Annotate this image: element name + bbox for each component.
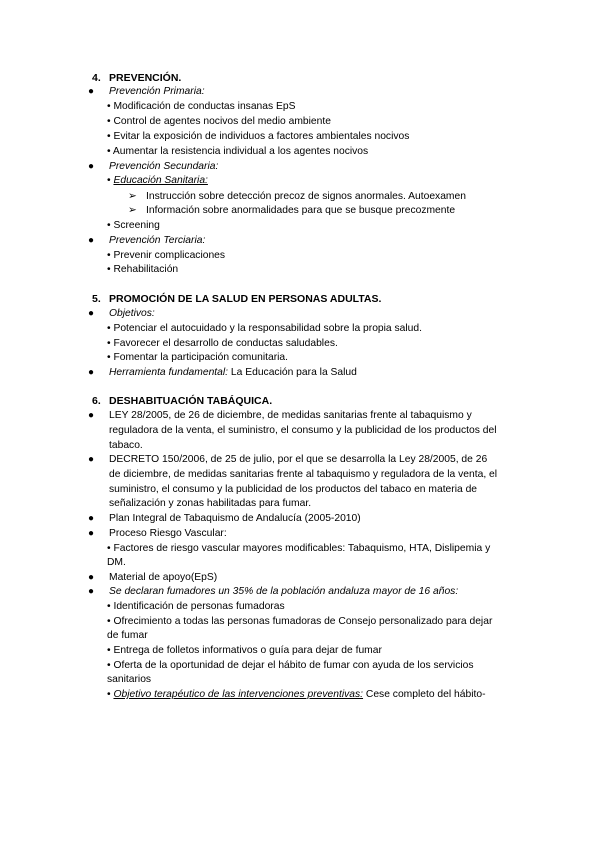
herramienta-item: Herramienta fundamental: La Educación para la Salud xyxy=(109,367,357,378)
section-5-heading: 5. PROMOCIÓN DE LA SALUD EN PERSONAS ADULTAS. xyxy=(92,293,382,305)
bullet-dot-icon: ● xyxy=(88,235,95,246)
list-item: • Rehabilitación xyxy=(107,264,179,275)
herramienta-label: Herramienta fundamental: xyxy=(109,367,229,378)
list-item: • Screening xyxy=(107,220,160,231)
section-4-heading: 4. PREVENCIÓN. xyxy=(92,72,182,84)
section-5-title: PROMOCIÓN DE LA SALUD EN PERSONAS ADULTAS. xyxy=(109,293,382,305)
bullet-dot-icon: ● xyxy=(88,367,95,378)
sub-list-item: ➢ Instrucción sobre detección precoz de signos anormales. Autoexamen xyxy=(128,191,466,202)
plan-integral-item: Plan Integral de Tabaquismo de Andalucía (2005-2010) xyxy=(109,513,361,524)
bullet-dot-icon: ● xyxy=(88,410,95,421)
list-item: • Modificación de conductas insanas EpS xyxy=(107,101,296,112)
section-4-title: PREVENCIÓN. xyxy=(109,72,182,84)
decreto-paragraph-line: de diciembre, de medidas sanitarias frente al tabaquismo y reguladora de la venta, el xyxy=(109,469,498,480)
list-item: de fumar xyxy=(107,630,148,641)
material-apoyo-item: Material de apoyo(EpS) xyxy=(109,572,218,583)
list-item: • Factores de riesgo vascular mayores modificables: Tabaquismo, HTA, Dislipemia y xyxy=(107,543,491,554)
decreto-paragraph-line: DECRETO 150/2006, de 25 de julio, por el que se desarrolla la Ley 28/2005, de 26 xyxy=(109,454,488,465)
educacion-sanitaria-label: Educación Sanitaria: xyxy=(113,175,208,186)
bullet-dot-icon: ● xyxy=(88,161,95,172)
decreto-paragraph-line: señalización y zonas habilitadas para fumar. xyxy=(109,498,312,509)
decreto-paragraph-line: suministro, el consumo y la publicidad de los productos del tabaco en materia de xyxy=(109,484,478,495)
ley-paragraph-line: tabaco. xyxy=(109,440,143,451)
prevencion-secundaria-label: Prevención Secundaria: xyxy=(109,161,219,172)
list-item: • Favorecer el desarrollo de conductas saludables. xyxy=(107,338,338,349)
objetivo-terapeutico-item: • Objetivo terapéutico de las intervenciones preventivas: Cese completo del hábito- xyxy=(107,689,486,700)
list-item: • Control de agentes nocivos del medio ambiente xyxy=(107,116,331,127)
bullet-dot-icon: ● xyxy=(88,454,95,465)
list-item: sanitarios xyxy=(107,674,152,685)
objetivo-terapeutico-label: Objetivo terapéutico de las intervenciones preventivas: xyxy=(113,689,364,700)
list-item: • Potenciar el autocuidado y la responsabilidad sobre la propia salud. xyxy=(107,323,423,334)
proceso-riesgo-item: Proceso Riesgo Vascular: xyxy=(109,528,227,539)
ley-paragraph-line: LEY 28/2005, de 26 de diciembre, de medidas sanitarias frente al tabaquismo y xyxy=(109,410,472,421)
list-item: • Oferta de la oportunidad de dejar el hábito de fumar con ayuda de los servicios xyxy=(107,660,474,671)
bullet-dot-icon: ● xyxy=(88,513,95,524)
sub-list-item: ➢ Información sobre anormalidades para que se busque precozmente xyxy=(128,205,456,216)
prevencion-primaria-label: Prevención Primaria: xyxy=(109,86,205,97)
list-item: • Fomentar la participación comunitaria. xyxy=(107,352,289,363)
objetivos-label: Objetivos: xyxy=(109,308,155,319)
arrow-bullet-icon: ➢ xyxy=(128,191,137,202)
list-item: • Ofrecimiento a todas las personas fumadoras de Consejo personalizado para dejar xyxy=(107,616,493,627)
section-6-title: DESHABITUACIÓN TABÁQUICA. xyxy=(109,395,273,407)
section-6-heading: 6. DESHABITUACIÓN TABÁQUICA. xyxy=(92,395,273,407)
arrow-bullet-icon: ➢ xyxy=(128,205,137,216)
list-item: • Aumentar la resistencia individual a los agentes nocivos xyxy=(107,146,369,157)
bullet-dot-icon: ● xyxy=(88,528,95,539)
list-item: • Entrega de folletos informativos o guía para dejar de fumar xyxy=(107,645,382,656)
list-item: • Prevenir complicaciones xyxy=(107,250,226,261)
list-item: • Identificación de personas fumadoras xyxy=(107,601,285,612)
educacion-sanitaria-item: • Educación Sanitaria: xyxy=(107,175,208,186)
declaran-fumadores-item: Se declaran fumadores un 35% de la población andaluza mayor de 16 años: xyxy=(109,586,459,597)
bullet-dot-icon: ● xyxy=(88,86,95,97)
bullet-dot-icon: ● xyxy=(88,586,95,597)
prevencion-terciaria-label: Prevención Terciaria: xyxy=(109,235,206,246)
ley-paragraph-line: reguladora de la venta, el suministro, el consumo y la publicidad de los productos del xyxy=(109,425,497,436)
list-item: DM. xyxy=(107,557,126,568)
bullet-dot-icon: ● xyxy=(88,572,95,583)
list-item: • Evitar la exposición de individuos a factores ambientales nocivos xyxy=(107,131,410,142)
bullet-dot-icon: ● xyxy=(88,308,95,319)
